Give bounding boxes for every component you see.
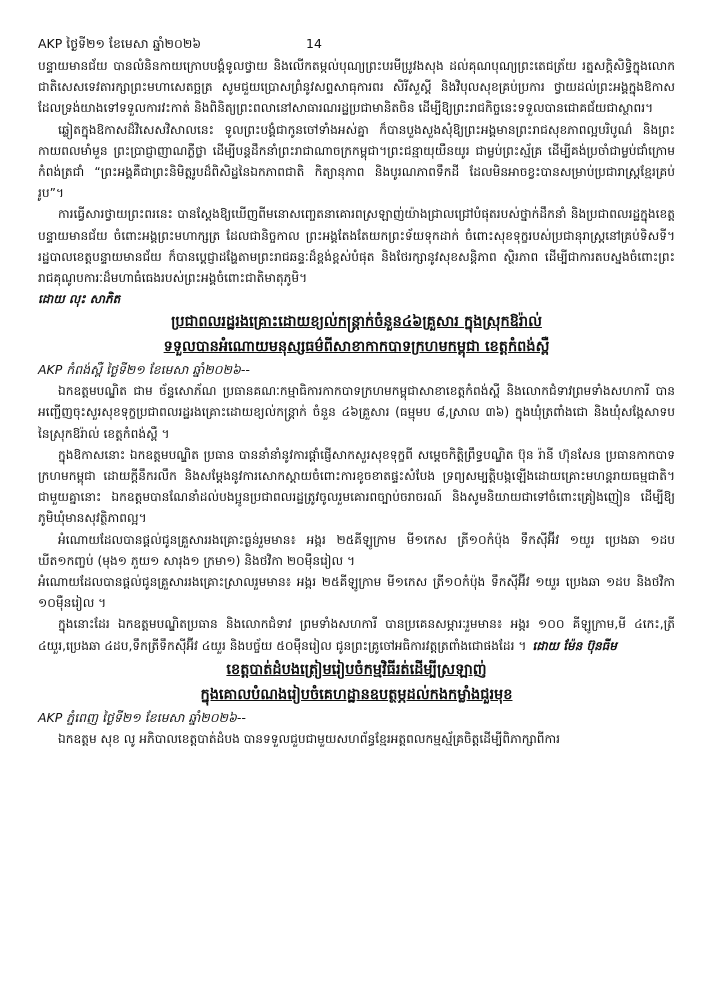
article-paragraph: ឆ្លៀតក្នុងឱកាសដ៏វិសេសវិសាលនេះ ទូលព្រះបង្គំជាកូនចៅទាំងអស់គ្នា ក៏បានបួងសួងសុំឱ្យព្រះអង្គមានព្រះរាជសុខភាពល្អបរិបូណ៌ និងព្រះកាយពលមាំមួន ព្រះប្រាជ្ញាញាណភ្លឺថ្លា ដើម្បីបន្តដឹកនាំព្រះរាជាណាចក្រកម្ពុជា។ព្រះជន្មាយុយឺនយូរ ជាម្លប់ព្រះស្ម័គ្រ ដើម្បីគង់ប្រចាំជាម្លប់ជាំក្រោមកំពង់ត្រជាំ “ព្រះអង្គគឺជាព្រះនិមិត្តរូបដ៏ពិសិដ្ឋនៃឯកភាពជាតិ កិត្យានុភាព និងបូរណភាពទឹកដី ដែលមិនអាចខ្វះបានសម្រាប់ប្រជារាស្ត្រខ្មែរគ្រប់រូប”។: [38, 122, 675, 201]
article-paragraph: ក្នុងឱកាសនោះ ឯកឧត្តមបណ្ឌិត ប្រធាន បាននាំនាំនូវការផ្តាំផ្ញើសាកសួរសុខទុក្ខពី សម្តេចកិត្តិព្រឹទ្ធបណ្ឌិត ប៊ុន រ៉ានី ហ៊ុនសែន ប្រធានកាកបាទក្រហមកម្ពុជា ដោយក្តីនឹករលឹក និងសម្តែងនូវការសោកស្តាយចំពោះការខូចខាតផ្ទះសំបែង ទ្រព្យសម្បត្តិបង្កឡើងដោយគ្រោះមហន្តរាយធម្មជាតិ។ ជាមួយគ្នានោះ ឯកឧត្តមបានណែនាំដល់បងប្អូនប្រជាពលរដ្ឋត្រូវចូលរួមគោរពច្បាប់ចរាចរណ៍ និងសូមនិយាយជាទៅចំពោះគ្រៀងញៀន ដើម្បីឱ្យភូមិឃុំមានសុវត្ថិភាពល្អ។: [38, 447, 675, 526]
article-byline: ដោយ ម៉ែន ប៊ុនធីម: [532, 638, 617, 653]
article-battambang-run: [38, 659, 675, 750]
page-number: 14: [306, 36, 322, 51]
article-paragraph: ការធ្វើសារថ្វាយព្រះពរនេះ បានស្តែងឱ្យឃើញពីមនោសញ្ចេតនាគោរពស្រឡាញ់យ៉ាងជ្រាលជ្រៅបំផុតរបស់ថ្នាក់ដឹកនាំ និងប្រជាពលរដ្ឋក្នុងខេត្តបន្ទាយមានជ័យ ចំពោះអង្គព្រះមហាក្សត្រ ដែលជានិច្ចកាល ព្រះអង្គតែងតែយកព្រះទ័យទុកដាក់ ចំពោះសុខទុក្ខរបស់ប្រជានុរាស្ត្រនៅគ្រប់ទិសទី។ រដ្ឋបាលខេត្តបន្ទាយមានជ័យ ក៏បានប្ដេជ្ញាដង្ហែតាមព្រះរាជឆន្ទៈដ៏ខ្ពង់ខ្ពស់បំផុត និងថែរក្សានូវសុខសន្តិភាព ស្ថិរភាព ដើម្បីជាការតបស្នងចំពោះព្រះរាជគុណូបការៈដ៏មហាធំធេងរបស់ព្រះអង្គចំពោះជាតិមាតុភូមិ។: [38, 207, 675, 286]
article-paragraph: ឯកឧត្តម សុខ លូ អភិបាលខេត្តបាត់ដំបង បានទទួលជួបជាមួយសហព័ន្ធខ្មែរអត្តពលកម្មស្ម័គ្រចិត្តដើម្បីពិភាក្សាពីការ: [58, 731, 560, 746]
article-headline: ទទួលបានអំណោយមនុស្សធម៌ពីសាខាកាកបាទក្រហមកម្ពុជា ខេត្តកំពង់ស្ពឺ: [163, 339, 550, 356]
article-paragraph: ឯកឧត្តមបណ្ឌិត ជាម ច័ន្ទសោភ័ណ ប្រធានគណៈកម្មាធិការកាកបាទក្រហមកម្ពុជាសាខាខេត្តកំពង់ស្ពឺ និងលោកជំទាវព្រមទាំងសហការី បានអញ្ជើញចុះសួរសុខទុក្ខប្រជាពលរដ្ឋរងគ្រោះដោយខ្យល់កន្ត្រាក់ ចំនួន ៤៦គ្រួសារ (ធម្មុមប ៨,ស្រាល ៣៦) ក្នុងឃុំត្រពាំងជោ និងឃុំសង្កែសាទប នៃស្រុកឱរ៉ាល់ ខេត្តកំពង់ស្ពឺ ។: [38, 384, 675, 441]
document-page: [38, 34, 675, 750]
article-byline: ដោយ លុះ សាភិត: [38, 292, 121, 307]
header-dateline: AKP ថ្ងៃទី២១ ខែមេសា ឆ្នាំ២០២៦: [38, 36, 202, 51]
article-paragraph: អំណោយដែលបានផ្តល់ជូនគ្រួសាររងគ្រោះស្រាលរួមមាន៖ អង្ករ ២៥គីឡូក្រាម មី១កេស ត្រី១០កំប៉ុង ទឹកស៊ីអ៊ីវ ១យួរ ប្រេងឆា ១ដប និងថវិកា ១០ម៉ឺនរៀល ។: [38, 575, 675, 611]
page-header: [38, 34, 675, 56]
article-paragraph: ក្នុងនោះដែរ ឯកឧត្តមបណ្ឌិតប្រធាន និងលោកជំទាវ ព្រមទាំងសហការី បានប្រគេនសម្ភារៈរួមមាន៖ អង្ករ ១០០ គីឡូក្រាម,មី ៤កេះ,ត្រី ៤យួរ,ប្រេងឆា ៤ដប,ទឹកត្រីទឹកស៊ីអ៊ីវ ៤យួរ និងបច្ច័យ ៥០ម៉ឺនរៀល ជូនព្រះគ្រូចៅអធិការវត្តត្រពាំងជោផងដែរ ។ ដោយ ម៉ែន ប៊ុនធីម: [38, 617, 675, 653]
article-storm-relief: [38, 311, 675, 657]
article-paragraph: អំណោយដែលបានផ្តល់ជូនគ្រួសាររងគ្រោះធ្ងន់រួមមាន៖ អង្ករ ២៥គីឡូក្រាម មី១កេស ត្រី១០កំប៉ុង ទឹកស៊ីអ៊ីវ ១យួរ ប្រេងឆា ១ដប ឃីត១កញ្ចប់ (មុង១ ភួយ១ សារុង១ ក្រមា១) និងថវិកា ២០ម៉ឺនរៀល ។: [38, 532, 675, 568]
article-headline: ខេត្តបាត់ដំបងត្រៀមរៀបចំកម្មវិធីរត់ដើម្បីស្រឡាញ់: [226, 661, 487, 678]
article-headline: ក្នុងគោលបំណងរៀបចំគេហដ្ឋានឧបត្ថម្ភដល់កងកម្លាំងជួរមុខ: [200, 686, 513, 703]
article-paragraph: បន្ទាយមានជ័យ បានលំនិនកាយក្រោបបង្គំទូលថ្វាយ និងលើកតម្កល់បុណ្យព្រះបរមីប្រូវងសុង ដល់គុណបុណ្យព្រះតេជត្រ័យ រត្នសក្តិសិទ្ធិក្នុងលោក ជាតិសេសទេវតារក្សាព្រះមហាសេតច្ឆត្រ សូមជួយប្រោសព្រំនូវសព្ទសាធុការពរ សិរីសួស្តី និងវិបុលសុខគ្រប់ប្រការ ថ្វាយដល់ព្រះអង្គក្នុងឱកាសដែលទ្រង់យាងទៅទទួលការវះកាត់ និងពិនិត្យព្រះពលានៅសាធារណរដ្ឋប្រជាមានិតចិន ដើម្បីឱ្យព្រះរាជកិច្ចនេះទទួលបានជោគជ័យជាស្ថាពរ។: [38, 59, 675, 116]
article-dateline: AKP កំពង់ស្ពឺ ថ្ងៃទី២១ ខែមេសា ឆ្នាំ២០២៦--: [38, 362, 250, 378]
article-royal-wishes: [38, 56, 675, 309]
article-headline: ប្រជាពលរដ្ឋរងគ្រោះដោយខ្យល់កន្ត្រាក់ចំនួន៤៦គ្រួសារ ក្នុងស្រុកឱរ៉ាល់: [171, 314, 542, 331]
article-dateline: AKP ភ្នំពេញ ថ្ងៃទី២១ ខែមេសា ឆ្នាំ២០២៦--: [38, 709, 246, 725]
